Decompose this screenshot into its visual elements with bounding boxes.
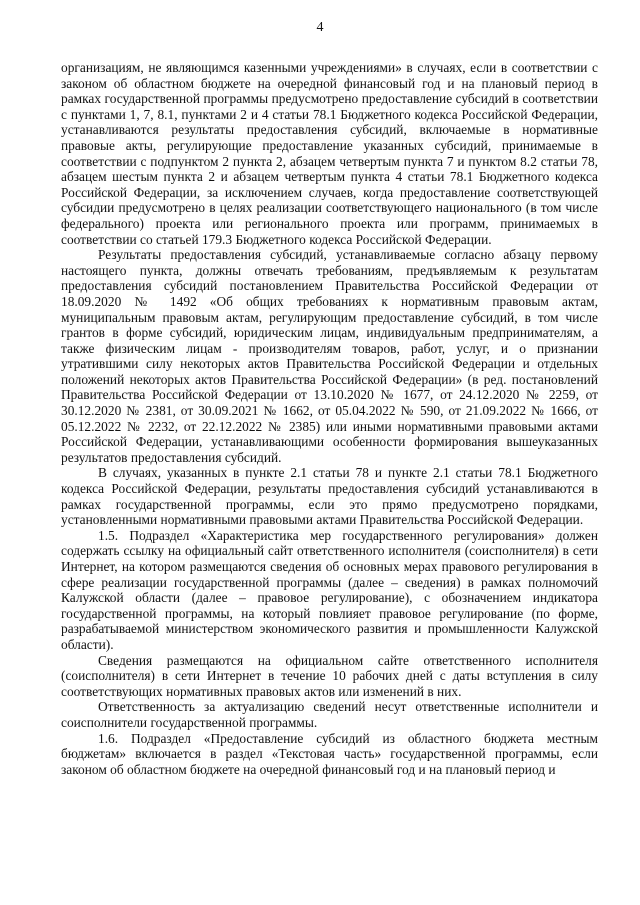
page-number: 4 xyxy=(316,20,324,35)
paragraph-1-5-regulation-measures: 1.5. Подраздел «Характеристика мер государственного регулирования» должен содержать ссылку на официальный сайт ответственного исполнителя (соисполнителя) в сети Интернет, на котором размещаются сведения об основных мерах правового регулирования в сфере реализации государственной программы (далее – сведения) в рамках полномочий Калужской области (далее – правовое регулирование), с обозначением индикатора государственной программы, на который повлияет правовое регулирование (по форме, разрабатываемой министерством экономического развития и промышленности Калужской области). xyxy=(61,527,598,652)
paragraph-subsidy-results-requirements: Результаты предоставления субсидий, устанавливаемые согласно абзацу первому настоящего пункта, должны отвечать требованиям, предъявляемым к результатам предоставления субсидий постановлением Правительства Российской Федерации от 18.09.2020 № 1492 «Об общих требованиях к нормативным правовым актам, муниципальным правовым актам, регулирующим предоставление субсидий, в том числе грантов в форме субсидий, юридическим лицам, индивидуальным предпринимателям, а также физическим лицам - производителям товаров, работ, услуг, и о признании утратившими силу некоторых актов Правительства Российской Федерации и отдельных положений некоторых актов Правительства Российской Федерации» (в ред. постановлений Правительства Российской Федерации от 13.10.2020 № 1677, от 24.12.2020 № 2259, от 30.12.2020 № 2381, от 30.09.2021 № 1662, от 05.04.2022 № 590, от 21.09.2022 № 1666, от 05.12.2022 № 2232, от 22.12.2022 № 2385) или иными нормативными правовыми актами Российской Федерации, устанавливающими особенности формирования вышеуказанных результатов предоставления субсидий. xyxy=(61,247,598,465)
document-body xyxy=(61,60,598,777)
paragraph-continuation: организациям, не являющимся казенными учреждениями» в случаях, если в соответствии с законом об областном бюджете на очередной финансовый год и на плановый период в рамках государственной программы предусмотрено предоставление субсидий в соответствии с пунктами 1, 7, 8.1, пунктами 2 и 4 статьи 78.1 Бюджетного кодекса Российской Федерации, устанавливаются результаты предоставления субсидий, включаемые в нормативные правовые акты, регулирующие предоставление указанных субсидий, принимаемые в соответствии с подпунктом 2 пункта 2, абзацем четвертым пункта 7 и пунктом 8.2 статьи 78, абзацем шестым пункта 2 и абзацем четвертым пункта 4 статьи 78.1 Бюджетного кодекса Российской Федерации, за исключением случаев, когда предоставление соответствующей субсидии предусмотрено в целях реализации соответствующего национального (в том числе федерального) проекта или регионального проекта или программ, принимаемых в соответствии со статьей 179.3 Бюджетного кодекса Российской Федерации. xyxy=(61,60,598,247)
paragraph-information-publication: Сведения размещаются на официальном сайте ответственного исполнителя (соисполнителя) в сети Интернет в течение 10 рабочих дней с даты вступления в силу соответствующих нормативных правовых актов или изменений в них. xyxy=(61,652,598,699)
paragraph-1-6-local-budget-subsidies: 1.6. Подраздел «Предоставление субсидий из областного бюджета местным бюджетам» включается в раздел «Текстовая часть» государственной программы, если законом об областном бюджете на очередной финансовый год и на плановый период и xyxy=(61,730,598,777)
paragraph-subsidy-results-cases: В случаях, указанных в пункте 2.1 статьи 78 и пункте 2.1 статьи 78.1 Бюджетного кодекса Российской Федерации, результаты предоставления субсидий устанавливаются в рамках государственной программы, если это прямо предусмотрено порядками, установленными нормативными правовыми актами Правительства Российской Федерации. xyxy=(61,465,598,528)
paragraph-responsibility: Ответственность за актуализацию сведений несут ответственные исполнители и соисполнители государственной программы. xyxy=(61,699,598,730)
